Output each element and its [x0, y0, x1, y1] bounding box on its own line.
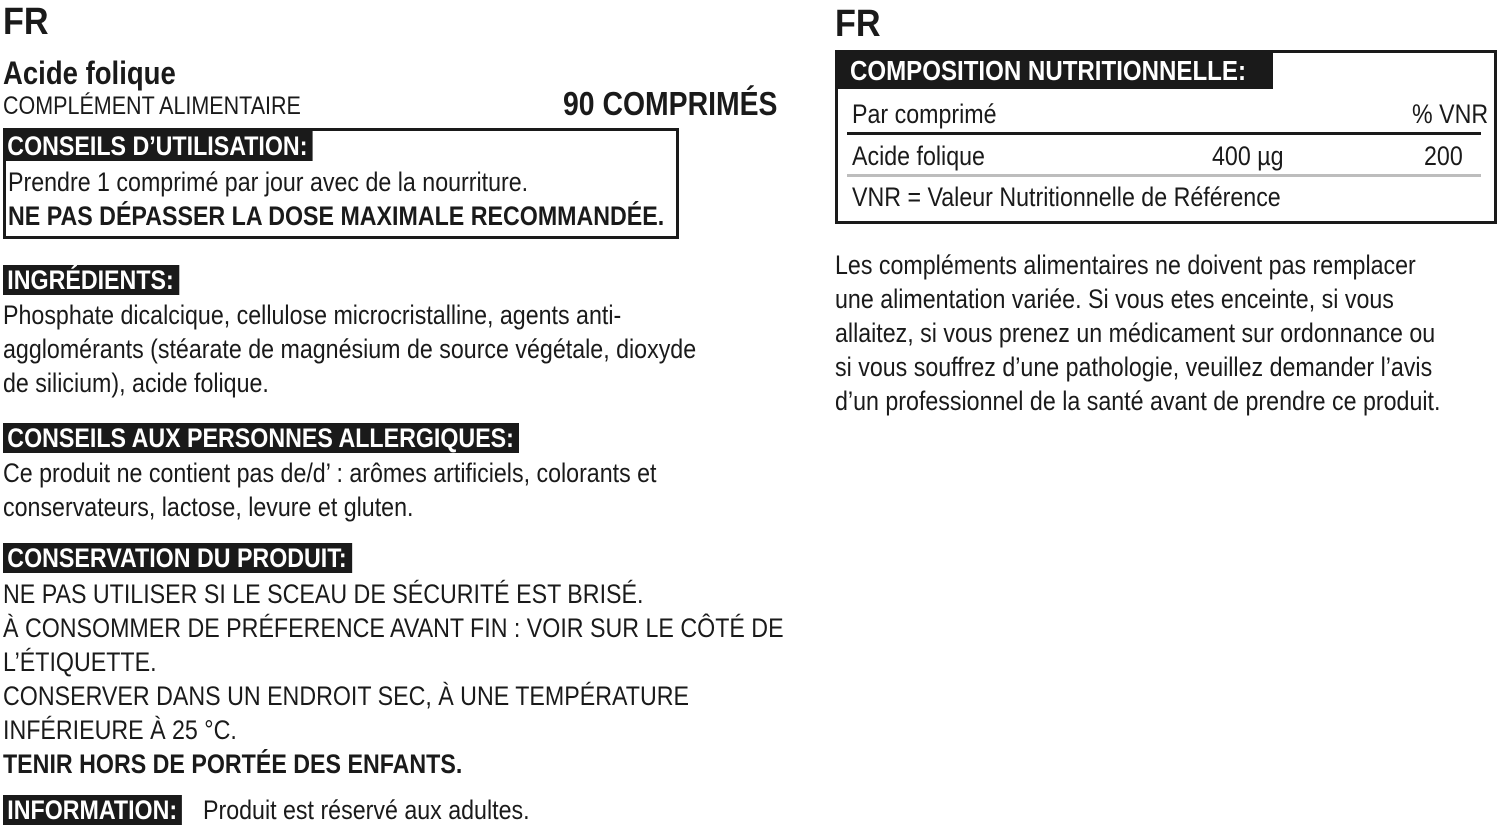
- information-heading: INFORMATION:: [3, 795, 182, 825]
- language-code-left: FR: [3, 1, 49, 43]
- nutrient-amount: 400 µg: [1212, 141, 1284, 171]
- storage-heading: CONSERVATION DU PRODUIT:: [3, 543, 352, 573]
- nutrient-vnr: 200: [1424, 141, 1463, 171]
- disclaimer-line: une alimentation variée. Si vous etes enceinte, si vous: [835, 284, 1394, 314]
- disclaimer-line: allaitez, si vous prenez un médicament sur ordonnance ou: [835, 318, 1436, 348]
- product-quantity: 90 COMPRIMÉS: [563, 85, 778, 122]
- storage-line: CONSERVER DANS UN ENDROIT SEC, À UNE TEMPÉRATURE: [3, 681, 689, 711]
- disclaimer-line: d’un professionnel de la santé avant de prendre ce produit.: [835, 386, 1441, 416]
- storage-line: L’ÉTIQUETTE.: [3, 647, 157, 677]
- information-section: [3, 795, 211, 825]
- disclaimer-line: Les compléments alimentaires ne doivent pas remplacer: [835, 250, 1416, 280]
- language-code-right: FR: [835, 3, 881, 45]
- information-text: Produit est réservé aux adultes.: [203, 795, 530, 825]
- disclaimer-line: si vous souffrez d’une pathologie, veuillez demander l’avis: [835, 352, 1433, 382]
- product-type: COMPLÉMENT ALIMENTAIRE: [3, 92, 301, 120]
- ingredients-line: Phosphate dicalcique, cellulose microcristalline, agents anti-: [3, 300, 622, 330]
- storage-line: NE PAS UTILISER SI LE SCEAU DE SÉCURITÉ EST BRISÉ.: [3, 579, 644, 609]
- usage-heading: CONSEILS D’UTILISATION:: [3, 131, 313, 161]
- nutrition-heading: COMPOSITION NUTRITIONNELLE:: [850, 55, 1246, 86]
- usage-warning: NE PAS DÉPASSER LA DOSE MAXIMALE RECOMMANDÉE.: [8, 201, 665, 231]
- ingredients-heading: INGRÉDIENTS:: [3, 265, 179, 295]
- ingredients-line: agglomérants (stéarate de magnésium de source végétale, dioxyde: [3, 334, 697, 364]
- storage-line: INFÉRIEURE À 25 °C.: [3, 715, 237, 745]
- table-divider: [847, 174, 1481, 177]
- nutrition-col-vnr: % VNR: [1412, 99, 1489, 129]
- storage-line: À CONSOMMER DE PRÉFERENCE AVANT FIN : VOIR SUR LE CÔTÉ DE: [3, 613, 784, 643]
- ingredients-section: [3, 265, 208, 295]
- product-name: Acide folique: [3, 55, 176, 91]
- allergy-heading: CONSEILS AUX PERSONNES ALLERGIQUES:: [3, 423, 519, 453]
- allergy-line: Ce produit ne contient pas de/d’ : arômes artificiels, colorants et: [3, 458, 657, 488]
- nutrition-footnote: VNR = Valeur Nutritionnelle de Référence: [852, 182, 1281, 212]
- nutrient-name: Acide folique: [852, 141, 985, 171]
- storage-section: [3, 543, 409, 573]
- allergy-line: conservateurs, lactose, levure et gluten.: [3, 492, 414, 522]
- usage-instruction: Prendre 1 comprimé par jour avec de la nourriture.: [8, 167, 529, 197]
- nutrition-col-per: Par comprimé: [852, 99, 997, 129]
- usage-section: [3, 131, 363, 161]
- allergy-section: [3, 423, 603, 453]
- ingredients-line: de silicium), acide folique.: [3, 368, 269, 398]
- children-warning: TENIR HORS DE PORTÉE DES ENFANTS.: [3, 749, 463, 779]
- table-divider: [847, 132, 1481, 135]
